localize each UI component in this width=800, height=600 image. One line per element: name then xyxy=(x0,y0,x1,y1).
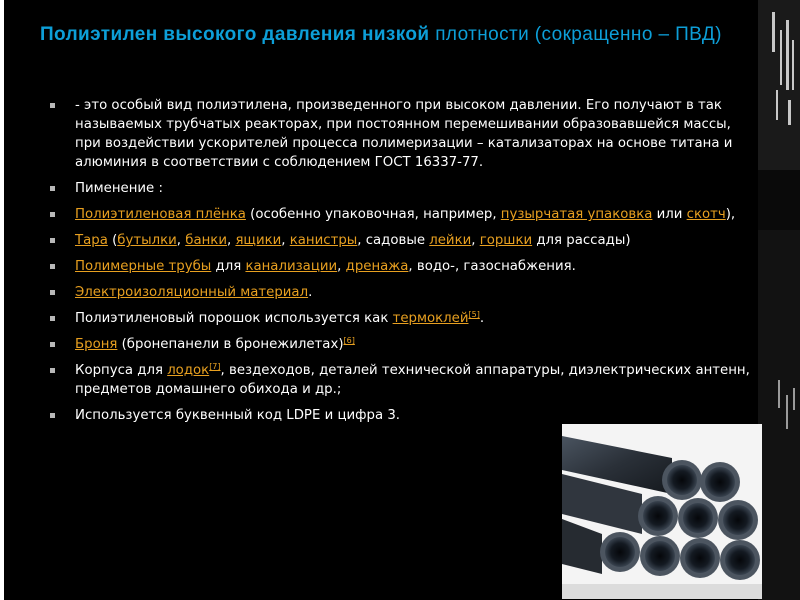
deco-bar xyxy=(786,20,789,90)
link-scotch-tape[interactable]: скотч xyxy=(686,207,726,222)
item-text: ), xyxy=(725,207,736,222)
link-containers[interactable]: Тара xyxy=(75,233,108,248)
deco-bar xyxy=(788,100,791,125)
deco-bar xyxy=(776,90,778,120)
link-boats[interactable]: лодок xyxy=(167,363,210,378)
item-text: , водо-, газоснабжения. xyxy=(408,259,576,274)
item-text: , xyxy=(281,233,290,248)
item-text: Пименение : xyxy=(75,181,163,196)
list-item xyxy=(50,283,760,302)
item-text: Корпуса для xyxy=(75,363,168,378)
deco-bar xyxy=(792,40,794,90)
footnote-6[interactable]: [6] xyxy=(343,336,355,345)
link-drainage[interactable]: дренажа xyxy=(345,259,409,274)
slide-title xyxy=(40,22,760,48)
list-item xyxy=(50,179,760,198)
item-text: - это особый вид полиэтилена, произведенного при высоком давлении. Его получают в так называемых трубчатых реакторах, при постоянном перемешивании образовавшейся массы, при воздействии ускорителей процесса полимеризации – катализаторах на основе титана и алюминия в соответствии с соблюдением ГОСТ 16337-77. xyxy=(75,98,733,170)
deco-band xyxy=(758,230,800,600)
list-item xyxy=(50,231,760,250)
footnote-5[interactable]: [5] xyxy=(468,310,480,319)
link-watering-cans[interactable]: лейки xyxy=(429,233,472,248)
item-text: , садовые xyxy=(357,233,430,248)
item-text: или xyxy=(652,207,687,222)
item-text: ( xyxy=(107,233,118,248)
list-item xyxy=(50,257,760,276)
item-text: , xyxy=(176,233,186,248)
decorative-side-panel xyxy=(758,0,800,600)
link-armor[interactable]: Броня xyxy=(75,337,118,352)
item-text: , xyxy=(471,233,480,248)
link-bubble-wrap[interactable]: пузырчатая упаковка xyxy=(500,207,653,222)
link-jars[interactable]: банки xyxy=(185,233,227,248)
list-item xyxy=(50,406,760,425)
item-text: для xyxy=(211,259,246,274)
link-canisters[interactable]: канистры xyxy=(289,233,358,248)
link-hot-glue[interactable]: термоклей xyxy=(392,311,469,326)
deco-bar xyxy=(786,395,788,429)
bullet-list xyxy=(50,96,760,425)
link-pots[interactable]: горшки xyxy=(479,233,533,248)
link-boxes[interactable]: ящики xyxy=(235,233,282,248)
item-text: , вездеходов, деталей технической аппаратуры, диэлектрических антенн, предметов домашнего обихода и др.; xyxy=(75,363,750,397)
pipes-stack-image xyxy=(562,424,762,599)
deco-bar xyxy=(793,388,795,410)
link-bottles[interactable]: бутылки xyxy=(117,233,177,248)
link-insulation-material[interactable]: Электроизоляционный материал xyxy=(75,285,309,300)
deco-bar xyxy=(778,380,780,408)
list-item xyxy=(50,96,760,172)
pipes-illustration xyxy=(562,424,762,599)
title-bold-part: Полиэтилен высокого давления низкой xyxy=(40,24,430,45)
list-item xyxy=(50,335,760,354)
left-margin-strip xyxy=(0,0,4,600)
item-text: Используется буквенный код LDPE и цифра 3. xyxy=(75,408,401,423)
item-text: для рассады) xyxy=(532,233,631,248)
list-item xyxy=(50,361,760,399)
item-text: (особенно упаковочная, например, xyxy=(245,207,501,222)
list-item xyxy=(50,309,760,328)
item-text: . xyxy=(479,311,485,326)
title-normal-part: плотности (сокращенно – ПВД) xyxy=(429,24,722,45)
item-text: , xyxy=(337,259,346,274)
list-item xyxy=(50,205,760,224)
deco-bar xyxy=(772,12,775,52)
footnote-7[interactable]: [7] xyxy=(209,362,221,371)
item-text: Полиэтиленовый порошок используется как xyxy=(75,311,393,326)
item-text: , xyxy=(226,233,236,248)
link-polymer-pipes[interactable]: Полимерные трубы xyxy=(75,259,212,274)
item-text: (бронепанели в бронежилетах) xyxy=(117,337,344,352)
link-sewerage[interactable]: канализации xyxy=(245,259,338,274)
deco-bar xyxy=(780,30,782,85)
item-text: . xyxy=(308,285,313,300)
link-polyethylene-film[interactable]: Полиэтиленовая плёнка xyxy=(75,207,246,222)
bullet-content xyxy=(50,96,760,432)
